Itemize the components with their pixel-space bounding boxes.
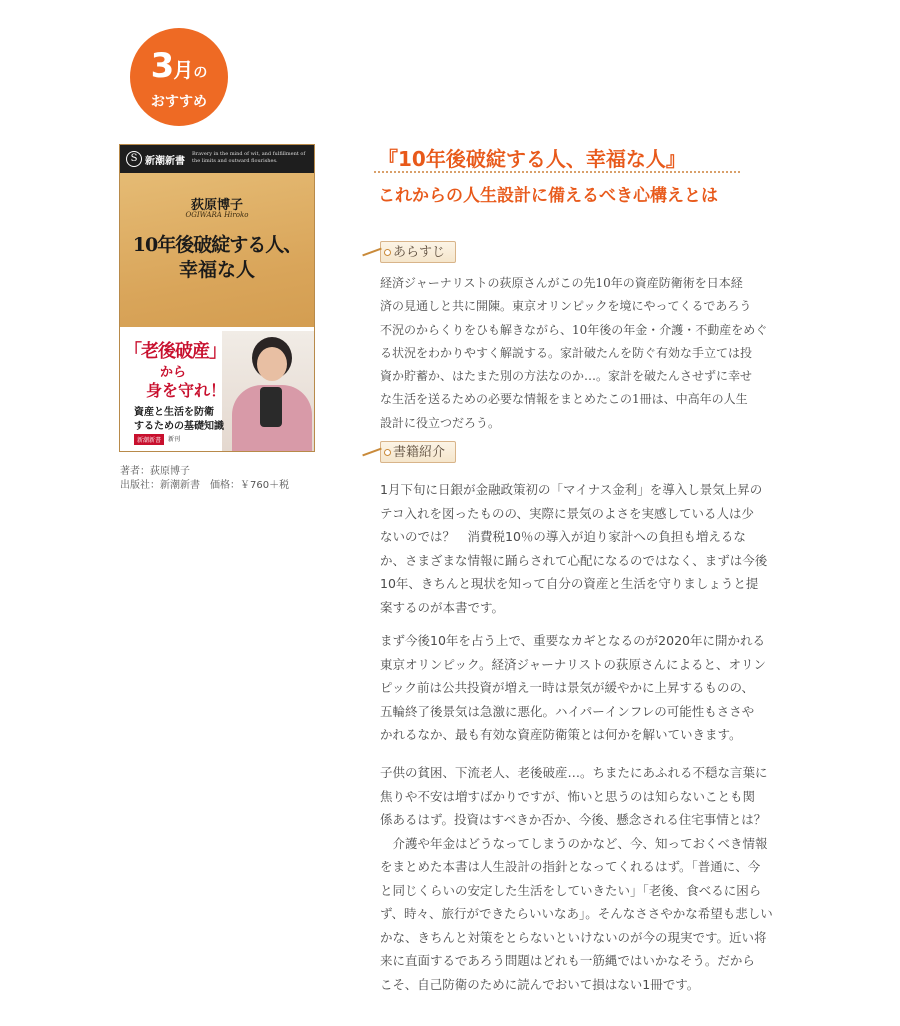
intro-line: 五輪終了後景気は急激に悪化。ハイパーインフレの可能性もささや [380,703,755,719]
tag-string-icon [362,248,381,257]
intro-line: 東京オリンピック。経済ジャーナリストの荻原さんによると、オリン [380,656,767,672]
intro-line: 10年、きちんと現状を知って自分の資産と生活を守りましょうと提 [380,576,759,591]
intro-line: テコ入れを図ったものの、実際に景気のよさを実感している人は少 [380,505,755,521]
intro-line: かな、きちんと対策をとらないといけないのが今の現実です。近い将 [380,929,767,945]
tag-string-icon [362,448,381,457]
intro-line: 来に直面するであろう問題はどれも一筋縄ではいかなそう。だから [380,953,755,968]
synopsis-line: る状況をわかりやすく解説する。家計破たんを防ぐ有効な手立ては投 [380,345,753,360]
author-photo-face [257,347,287,381]
synopsis-line: 済の見通しと共に開陳。東京オリンピックを境にやってくるであろう [380,299,752,314]
cover-title-line2: 幸福な人 [178,259,255,281]
intro-line: ないのでは？ 消費税10％の導入が迫り家計への負担も増えるな [380,529,746,544]
intro-paragraph-3 [380,761,820,996]
synopsis-tag-label: あらすじ [380,241,456,263]
cover-english-text: Bravery in the mind of wit, and fulfillment of the limits and outward flourishes. [192,151,306,164]
cover-series: 新潮新書 [145,156,185,167]
badge-number: 3 [150,46,174,86]
synopsis-line: 設計に役立つだろう。 [380,415,501,430]
intro-line: かれるなか、最も有効な資産防衛策とは何かを解いていきます。 [380,727,742,742]
cover-band-text1: 資産と生活を防衛 [134,407,214,418]
intro-line: をまとめた本書は人生設計の指針となってくれるはず。「普通に、今 [380,859,761,874]
intro-line: 子供の貧困、下流老人、老後破産…。ちまたにあふれる不穏な言葉に [380,765,768,780]
cover-band-series-tag: 新潮新書 [134,434,164,445]
intro-tag [362,441,460,465]
intro-line: ず、時々、旅行ができたらいいなあ」。そんなささやかな希望も悲しい [380,906,773,921]
intro-line: 1月下旬に日銀が金融政策初の「マイナス金利」を導入し景気上昇の [380,482,763,497]
intro-line: か、さまざまな情報に踊らされて心配になるのではなく、まずは今後 [380,552,768,568]
intro-line: 焦りや不安は増すばかりですが、怖いと思うのは知らないことも関 [380,788,756,804]
intro-line: 介護や年金はどうなってしまうのかなど、今、知っておくべき情報 [380,835,768,851]
intro-line: まず今後10年を占う上で、重要なカギとなるのが2020年に開かれる [380,633,765,648]
intro-line: 案するのが本書です。 [380,599,505,615]
book-subtitle: これからの人生設計に備えるべき心構えとは [378,186,718,206]
synopsis-line: 経済ジャーナリストの荻原さんがこの先10年の資産防衛術を日本経 [380,276,743,290]
month-badge [130,28,228,126]
intro-tag-label: 書籍紹介 [380,441,456,463]
title-divider [374,171,740,173]
badge-unit: 月 [173,58,194,82]
cover-band-new: 新刊 [168,436,181,443]
cover-band-text2: するための基礎知識 [134,421,224,432]
book-title: 『10年後破綻する人、幸福な人』 [378,147,686,171]
intro-paragraph-1 [380,478,820,619]
badge-month [130,46,228,86]
intro-line: 係あるはず。投資はすべきか否か、今後、懸念される住宅事情とは？ [380,812,767,827]
tag-hole-icon [384,449,391,456]
synopsis-line: 不況のからくりをひも解きながら、10年後の年金・介護・不動産をめぐ [380,322,768,337]
synopsis-tag [362,241,460,265]
synopsis-line: 資か貯蓄か、はたまた別の方法なのか…。家計を破たんさせずに幸せ [380,369,753,384]
book-author-meta: 著者：荻原博子 [120,466,190,477]
book-publisher-meta: 出版社：新潮新書 価格：￥760＋税 [120,480,290,491]
publisher-logo-icon: S [126,151,142,167]
badge-label: おすすめ [150,94,208,110]
author-photo [222,331,314,451]
cover-title-line1: 10年後破綻する人、 [132,234,302,256]
cover-band-from: から [160,365,187,380]
intro-paragraph-2 [380,629,820,747]
badge-particle: の [193,65,208,81]
cover-band-headline: 「老後破産」 [124,341,226,362]
cover-author: 荻原博子 [190,198,243,213]
author-photo-shirt [260,387,282,427]
intro-line: こそ、自己防衛のために読んでおいて損はない1冊です。 [380,976,700,992]
cover-author-en: OGIWARA Hiroko [185,211,249,219]
intro-line: と同じくらいの安定した生活をしていきたい」「老後、食べるに困ら [380,882,762,898]
synopsis-line: な生活を送るための必要な情報をまとめたこの1冊は、中高年の人生 [380,392,748,407]
book-cover [120,145,314,451]
synopsis-text [380,272,810,435]
intro-line: ピック前は公共投資が増え一時は景気が緩やかに上昇するものの、 [380,680,755,695]
cover-band-protect: 身を守れ！ [146,381,227,400]
tag-hole-icon [384,249,391,256]
